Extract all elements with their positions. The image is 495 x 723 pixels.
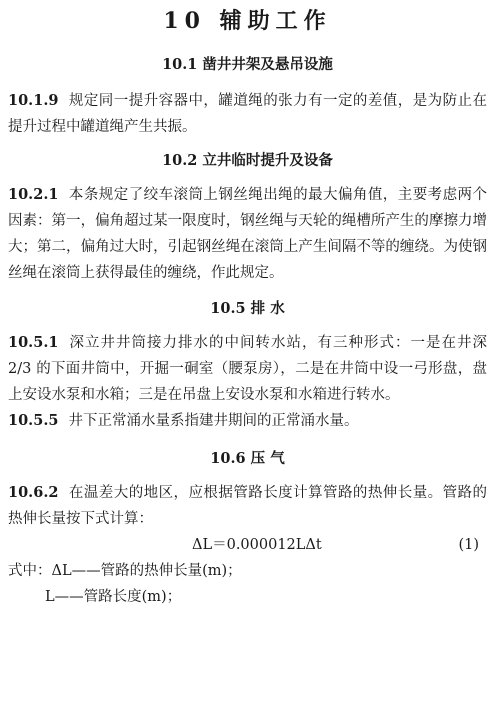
clause-number: 10.1.9	[8, 92, 59, 109]
clause-text: 规定同一提升容器中，罐道绳的张力有一定的差值，是为防止在提升过程中罐道绳产生共振。	[8, 93, 487, 135]
clause-number: 10.5.5	[8, 412, 59, 429]
where-line-2: L——管路长度(m)；	[45, 589, 182, 605]
formula-number: (1)	[458, 537, 479, 553]
clause-text: 本条规定了绞车滚筒上钢丝绳出绳的最大偏角值，主要考虑两个因素：第一，偏角超过某一限度时，钢丝绳与天轮的绳槽所产生的摩擦力增大；第二，偏角过大时，引起钢丝绳在滚筒上产生间隔不等的缠绕。为使钢丝绳在滚筒上获得最佳的缠绕，作此规定。	[8, 187, 487, 281]
clause-10-6-2	[8, 480, 487, 532]
section-title-10-1: 10.1 凿井井架及悬吊设施	[162, 56, 333, 73]
clause-10-5-1	[8, 330, 487, 408]
clause-number: 10.6.2	[8, 484, 59, 501]
chapter-title: 10 辅助工作	[163, 8, 332, 34]
clause-number: 10.2.1	[8, 186, 59, 203]
clause-10-1-9	[8, 88, 487, 140]
formula-row	[8, 532, 487, 558]
clause-10-2-1	[8, 182, 487, 286]
clause-text: 井下正常涌水量系指建井期间的正常涌水量。	[68, 413, 359, 429]
formula-expression: ΔL＝0.000012LΔt	[192, 537, 322, 553]
clause-text: 在温差大的地区，应根据管路长度计算管路的热伸长量。管路的热伸长量按下式计算：	[8, 485, 487, 527]
section-title-10-5: 10.5 排 水	[210, 300, 285, 317]
section-title-10-6: 10.6 压 气	[210, 450, 285, 467]
clause-text: 深立井井筒接力排水的中间转水站，有三种形式：一是在井深 2/3 的下面井筒中，开掘一硐室（腰泵房），二是在井筒中设一弓形盘，盘上安设水泵和水箱；三是在吊盘上安设水泵和水箱进行转水。	[8, 335, 487, 403]
clause-10-5-5	[8, 408, 487, 434]
clause-number: 10.5.1	[8, 334, 59, 351]
section-title-10-2: 10.2 立井临时提升及设备	[162, 152, 333, 169]
where-line-1: 式中：ΔL——管路的热伸长量(m)；	[8, 563, 242, 579]
